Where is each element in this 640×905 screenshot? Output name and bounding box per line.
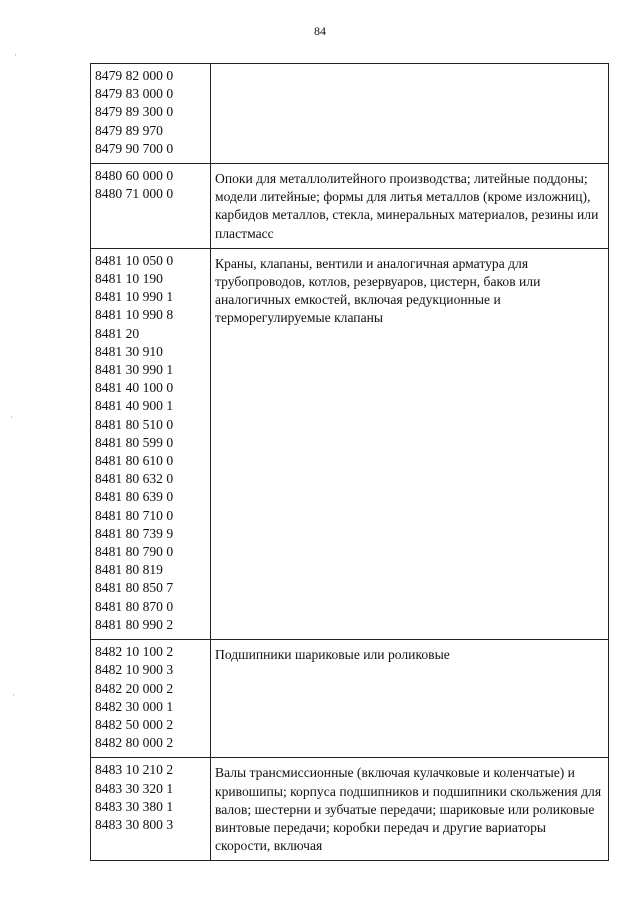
code-line: 8479 89 300 0 <box>95 104 174 120</box>
code-cell <box>91 164 211 249</box>
code-line: 8479 89 970 <box>95 122 163 138</box>
code-line: 8480 71 000 0 <box>95 186 174 202</box>
code-line: 8481 80 990 2 <box>95 616 174 632</box>
description-text: Валы трансмиссионные (включая кулачковые и коленчатые) и кривошипы; корпуса подшипников и подшипники скольжения для валов; шестерни и зубчатые передачи; шариковые или роликовые винтовые передачи; коробки передач и другие вариаторы скорости, включая <box>215 765 602 854</box>
code-line: 8482 10 900 3 <box>95 662 174 678</box>
code-line: 8481 30 990 1 <box>95 362 174 378</box>
code-line: 8482 50 000 2 <box>95 716 174 732</box>
description-cell <box>211 248 609 639</box>
code-line: 8483 30 320 1 <box>95 780 174 796</box>
code-line: 8480 60 000 0 <box>95 168 174 184</box>
scan-mark: · <box>10 412 13 422</box>
code-line: 8482 80 000 2 <box>95 735 174 751</box>
description-cell <box>211 640 609 758</box>
code-line: 8481 80 639 0 <box>95 489 174 505</box>
code-cell <box>91 758 211 861</box>
code-line: 8482 30 000 1 <box>95 698 174 714</box>
code-line: 8481 10 050 0 <box>95 252 174 268</box>
code-cell <box>91 64 211 164</box>
table-row <box>91 640 609 758</box>
code-line: 8483 30 800 3 <box>95 816 174 832</box>
code-line: 8481 80 599 0 <box>95 434 174 450</box>
code-line: 8481 80 610 0 <box>95 453 174 469</box>
description-text: Подшипники шариковые или роликовые <box>215 647 450 663</box>
code-line: 8479 82 000 0 <box>95 68 174 83</box>
code-line: 8479 83 000 0 <box>95 86 174 102</box>
description-cell <box>211 164 609 249</box>
code-cell <box>91 640 211 758</box>
code-line: 8482 20 000 2 <box>95 680 174 696</box>
code-line: 8481 40 100 0 <box>95 380 174 396</box>
code-line: 8481 20 <box>95 325 140 341</box>
scan-mark: · <box>12 690 15 700</box>
code-line: 8481 30 910 <box>95 343 163 359</box>
code-line: 8481 80 632 0 <box>95 471 174 487</box>
code-line: 8481 10 990 1 <box>95 289 174 305</box>
table-row <box>91 64 609 164</box>
code-line: 8483 10 210 2 <box>95 762 174 778</box>
table-row <box>91 758 609 861</box>
code-cell <box>91 248 211 639</box>
description-text: Опоки для металлолитейного производства; литейные поддоны; модели литейные; формы для литья металлов (кроме изложниц), карбидов металлов, стекла, минеральных материалов, резины или пластмасс <box>215 171 599 241</box>
scan-mark: · <box>14 50 17 60</box>
code-line: 8481 80 510 0 <box>95 416 174 432</box>
code-line: 8481 80 870 0 <box>95 598 174 614</box>
code-line: 8481 40 900 1 <box>95 398 174 414</box>
description-cell <box>211 64 609 164</box>
code-line: 8481 10 190 <box>95 271 163 287</box>
code-line: 8479 90 700 0 <box>95 140 174 156</box>
table-row <box>91 164 609 249</box>
table-row <box>91 248 609 639</box>
code-line: 8481 80 710 0 <box>95 507 174 523</box>
code-line: 8482 10 100 2 <box>95 644 174 660</box>
page-number: 84 <box>314 24 326 38</box>
code-line: 8481 80 739 9 <box>95 525 174 541</box>
code-line: 8481 80 850 7 <box>95 580 174 596</box>
description-cell <box>211 758 609 861</box>
code-line: 8483 30 380 1 <box>95 798 174 814</box>
description-text: Краны, клапаны, вентили и аналогичная арматура для трубопроводов, котлов, резервуаров, цистерн, баков или аналогичных емкостей, включая редукционные и терморегулируемые клапаны <box>215 255 541 326</box>
codes-table <box>90 63 609 861</box>
code-line: 8481 80 790 0 <box>95 544 174 560</box>
code-line: 8481 10 990 8 <box>95 307 174 323</box>
code-line: 8481 80 819 <box>95 562 163 578</box>
